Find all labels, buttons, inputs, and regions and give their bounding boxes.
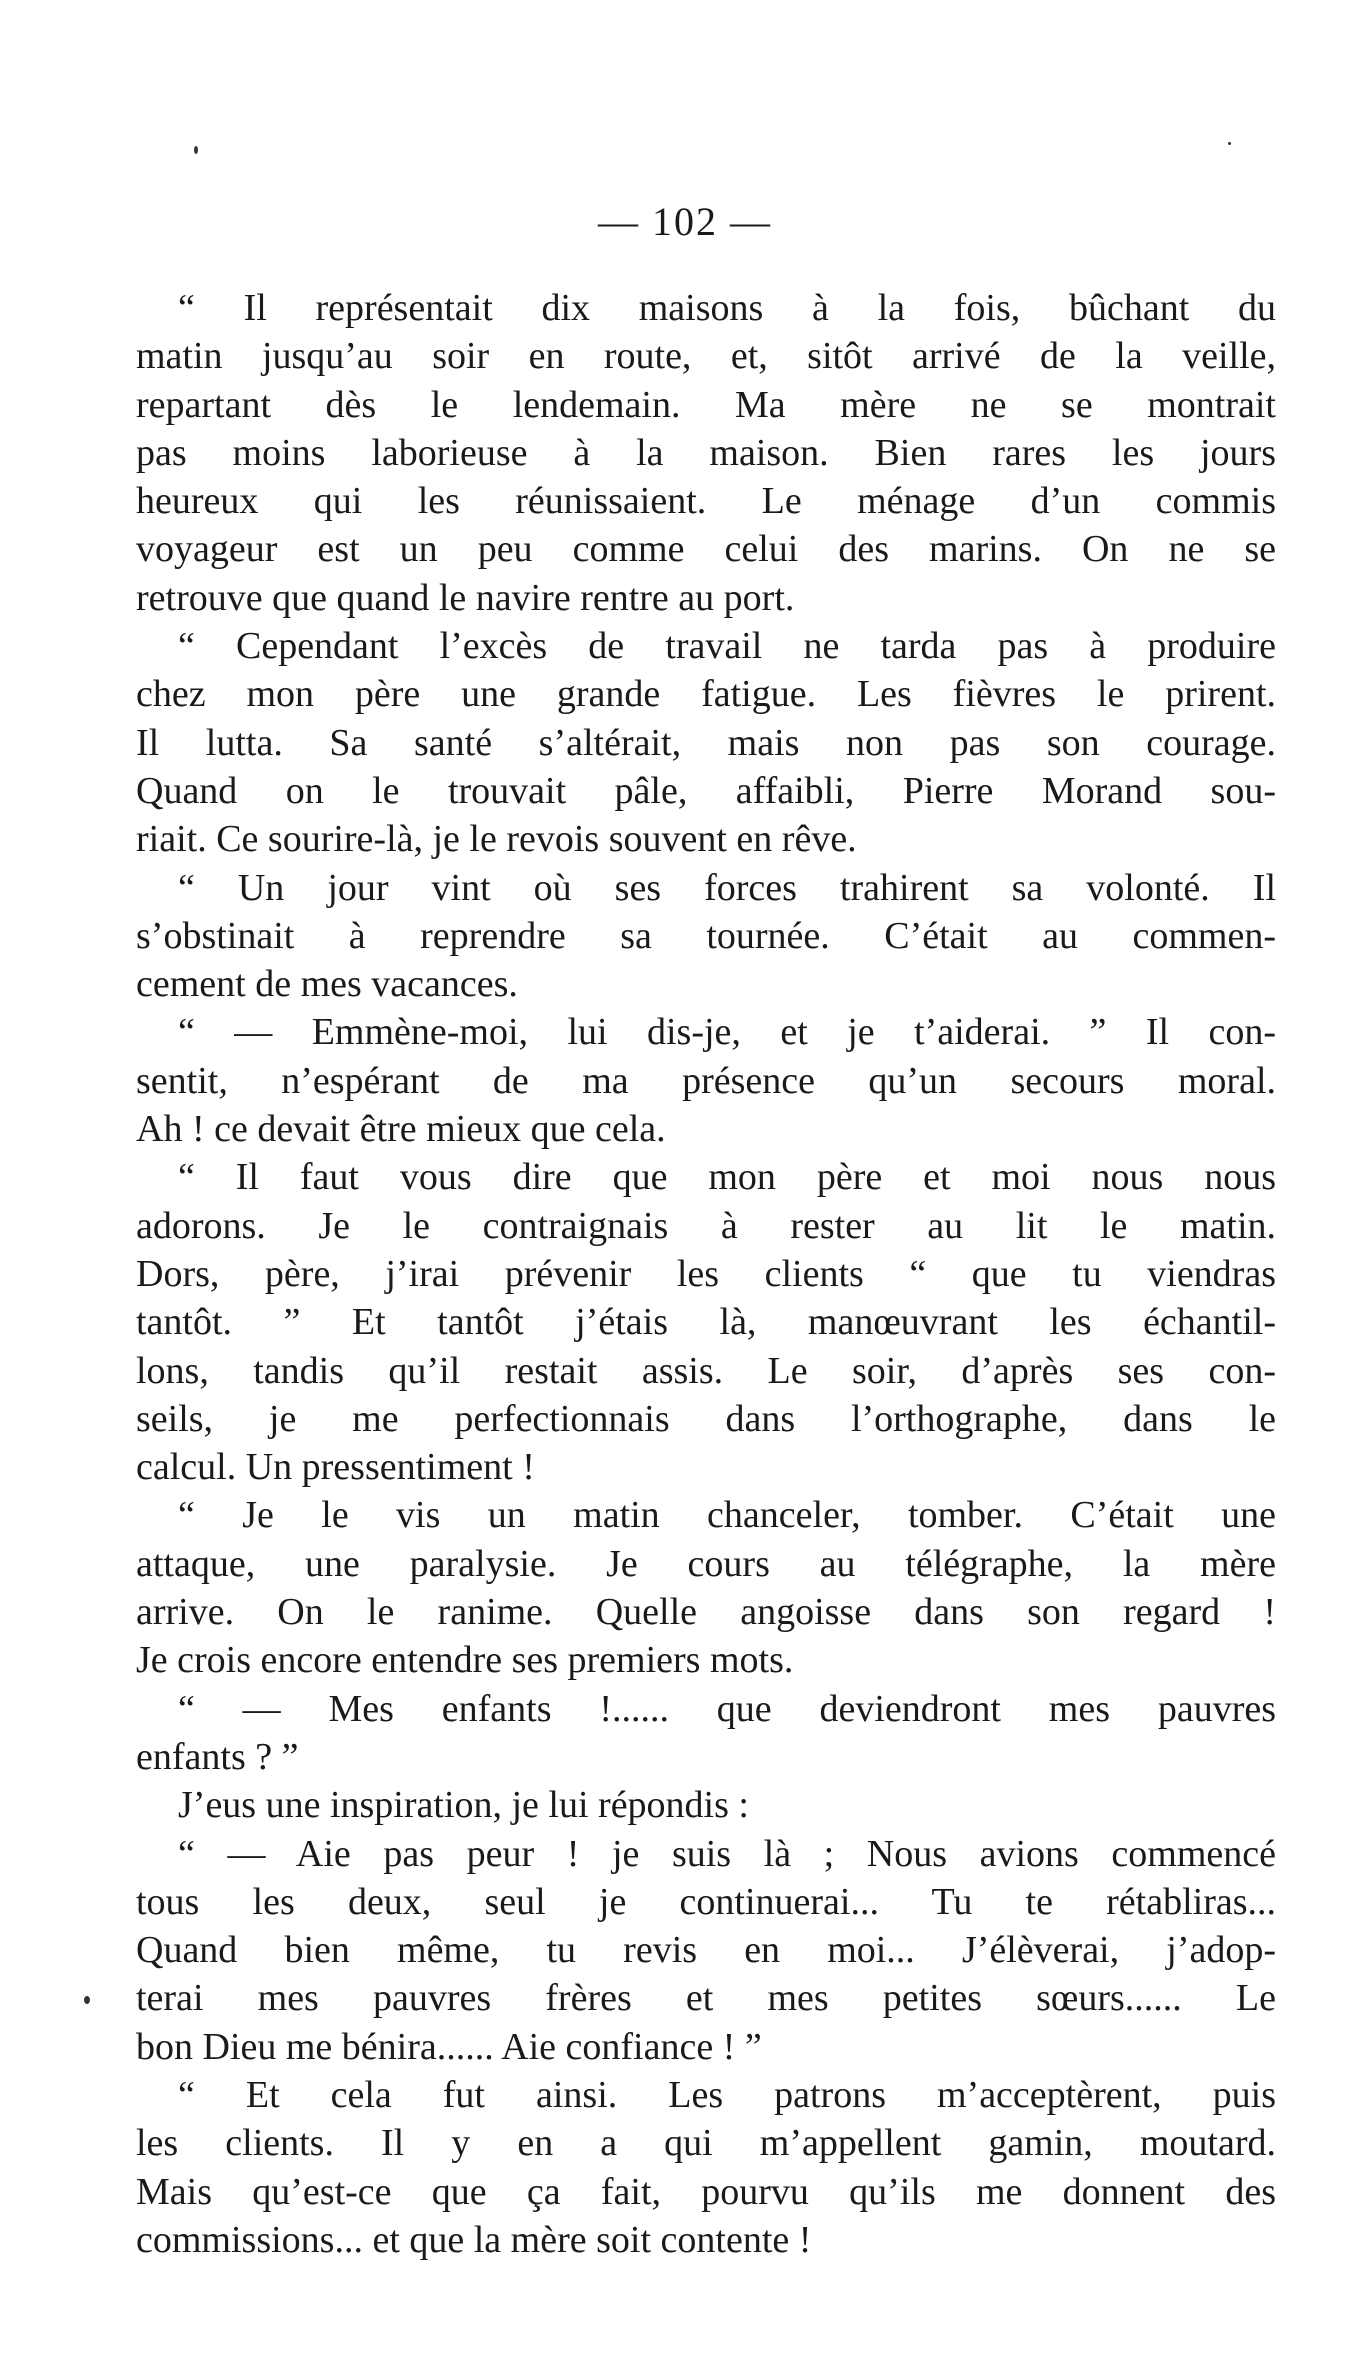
text-line: “ Cependant l’excès de travail ne tarda pas à produire (178, 625, 1276, 668)
text-line: tantôt. ” Et tantôt j’étais là, manœuvrant les échantil- (136, 1301, 1276, 1344)
text-line: Quand on le trouvait pâle, affaibli, Pierre Morand sou- (136, 769, 1276, 812)
text-line: Il lutta. Sa santé s’altérait, mais non pas son courage. (136, 721, 1276, 764)
text-line: cement de mes vacances. (136, 963, 518, 1006)
text-line: Dors, père, j’irai prévenir les clients “ que tu viendras (136, 1252, 1276, 1295)
ink-speck-top-left (194, 146, 198, 154)
text-line: retrouve que quand le navire rentre au port. (136, 576, 795, 619)
text-line: “ — Emmène-moi, lui dis-je, et je t’aiderai. ” Il con- (178, 1011, 1276, 1054)
text-line: Je crois encore entendre ses premiers mots. (136, 1639, 794, 1682)
text-line: sentit, n’espérant de ma présence qu’un secours moral. (136, 1059, 1276, 1102)
text-line: les clients. Il y en a qui m’appellent gamin, moutard. (136, 2122, 1276, 2165)
text-line: calcul. Un pressentiment ! (136, 1446, 535, 1489)
text-line: Quand bien même, tu revis en moi... J’élèverai, j’adop- (136, 1929, 1276, 1972)
text-line: Ah ! ce devait être mieux que cela. (136, 1108, 666, 1151)
ink-speck-top-right (1228, 142, 1231, 145)
text-line: lons, tandis qu’il restait assis. Le soir, d’après ses con- (136, 1349, 1276, 1392)
text-line: chez mon père une grande fatigue. Les fièvres le prirent. (136, 673, 1276, 716)
page-number: — 102 — (598, 199, 772, 244)
text-line: arrive. On le ranime. Quelle angoisse dans son regard ! (136, 1591, 1276, 1634)
text-line: “ — Aie pas peur ! je suis là ; Nous avions commencé (178, 1832, 1276, 1875)
text-line: “ Et cela fut ainsi. Les patrons m’acceptèrent, puis (178, 2073, 1276, 2116)
text-line: s’obstinait à reprendre sa tournée. C’était au commen- (136, 914, 1276, 957)
text-line: attaque, une paralysie. Je cours au télégraphe, la mère (136, 1542, 1276, 1585)
text-line: J’eus une inspiration, je lui répondis : (178, 1784, 749, 1827)
text-line: matin jusqu’au soir en route, et, sitôt arrivé de la veille, (136, 335, 1276, 378)
text-line: “ Je le vis un matin chanceler, tomber. C’était une (178, 1494, 1276, 1537)
text-line: tous les deux, seul je continuerai... Tu te rétabliras... (136, 1880, 1276, 1923)
text-line: commissions... et que la mère soit contente ! (136, 2218, 812, 2261)
text-line: heureux qui les réunissaient. Le ménage d’un commis (136, 480, 1276, 523)
text-line: seils, je me perfectionnais dans l’orthographe, dans le (136, 1397, 1276, 1440)
text-line: riait. Ce sourire-là, je le revois souvent en rêve. (136, 818, 857, 861)
text-line: bon Dieu me bénira...... Aie confiance ! ” (136, 2025, 762, 2068)
text-line: terai mes pauvres frères et mes petites sœurs...... Le (136, 1977, 1276, 2020)
text-line: Mais qu’est-ce que ça fait, pourvu qu’ils me donnent des (136, 2170, 1276, 2213)
text-line: enfants ? ” (136, 1735, 299, 1778)
text-line: repartant dès le lendemain. Ma mère ne se montrait (136, 383, 1276, 426)
text-line: “ — Mes enfants !...... que deviendront mes pauvres (178, 1687, 1276, 1730)
text-line: voyageur est un peu comme celui des marins. On ne se (136, 528, 1276, 571)
text-line: “ Il faut vous dire que mon père et moi nous nous (178, 1156, 1276, 1199)
text-line: “ Il représentait dix maisons à la fois, bûchant du (178, 287, 1276, 329)
body-text (136, 284, 1276, 2264)
text-line: pas moins laborieuse à la maison. Bien rares les jours (136, 431, 1276, 474)
ink-speck-margin (84, 1996, 90, 2004)
text-line: “ Un jour vint où ses forces trahirent sa volonté. Il (178, 866, 1276, 909)
text-line: adorons. Je le contraignais à rester au lit le matin. (136, 1204, 1276, 1247)
